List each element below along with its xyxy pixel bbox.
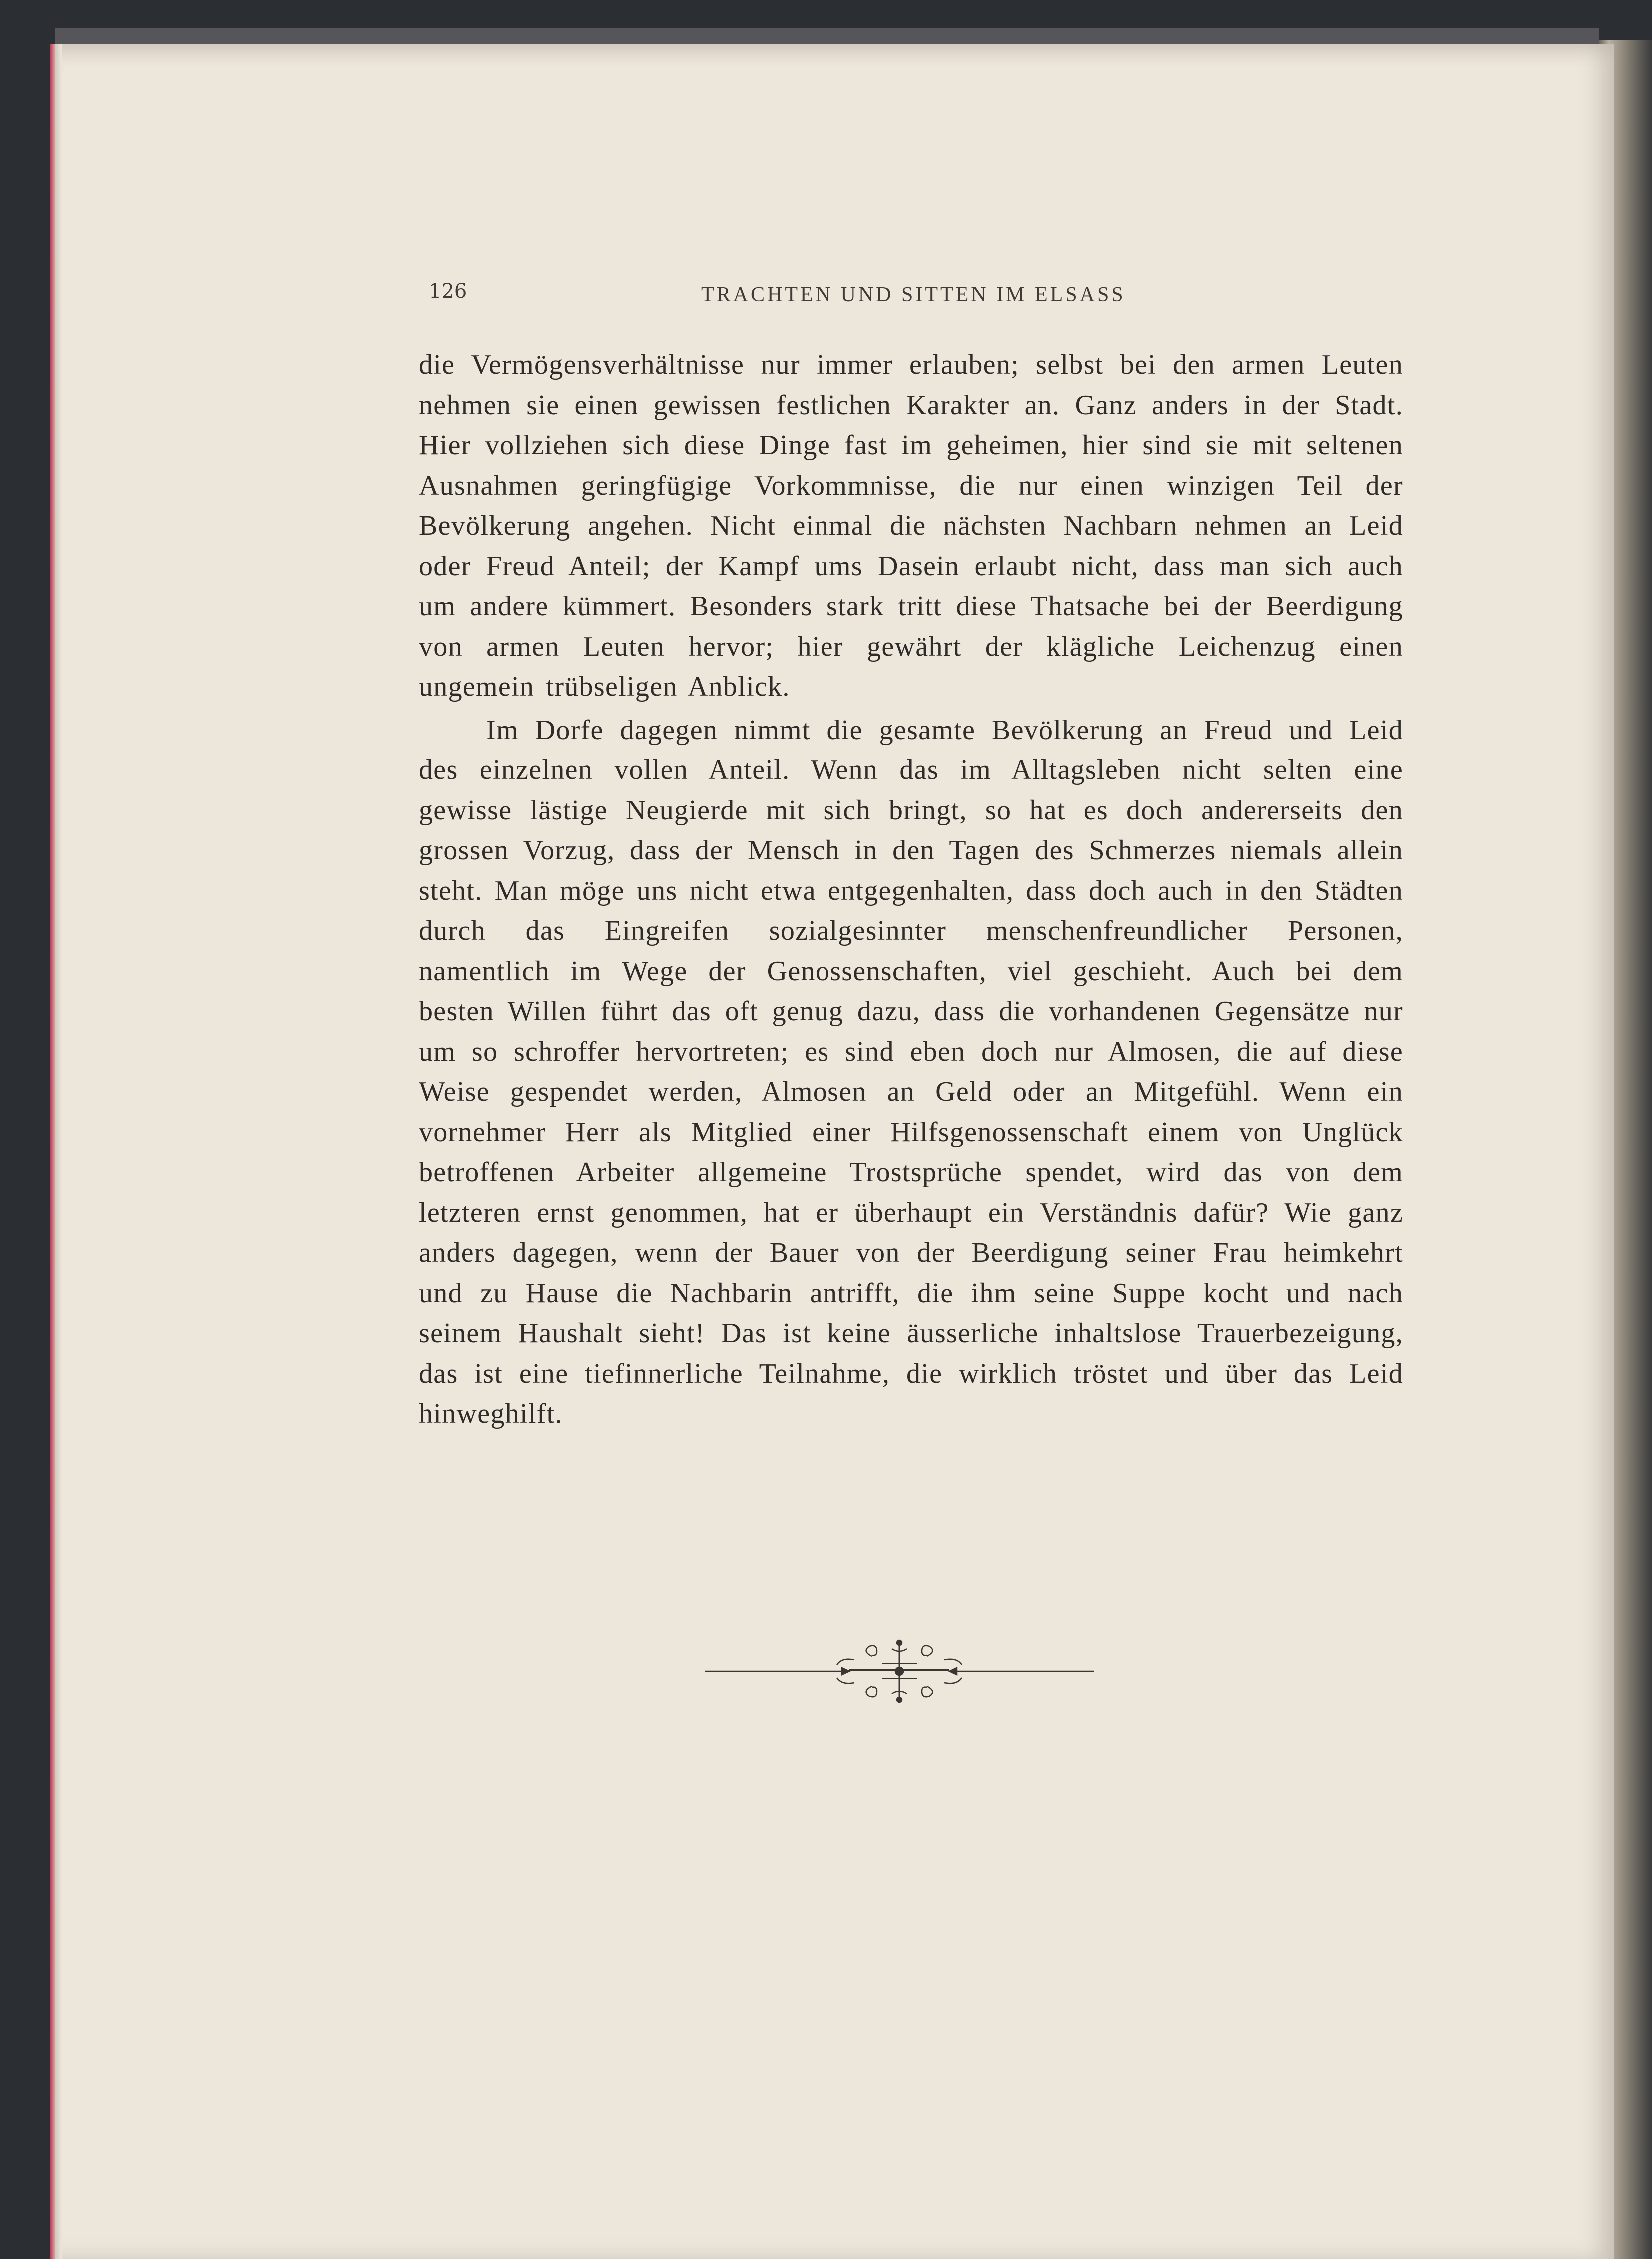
body-text bbox=[419, 345, 1403, 1434]
running-head bbox=[429, 280, 1343, 320]
paragraph: die Vermögensverhältnisse nur immer erlauben; selbst bei den armen Leuten nehmen sie einen gewissen festlichen Karakter an. Ganz anders in der Stadt. Hier vollziehen sich diese Dinge fast im geheimen, hier sind sie mit seltenen Ausnahmen geringfügige Vorkommnisse, die nur einen winzigen Teil der Bevölkerung angehen. Nicht einmal die nächsten Nachbarn nehmen an Leid oder Freud Anteil; der Kampf ums Dasein erlaubt nicht, dass man sich auch um andere kümmert. Besonders stark tritt diese Thatsache bei der Beerdigung von armen Leuten hervor; hier gewährt der klägliche Leichenzug einen ungemein trübseligen Anblick. bbox=[419, 349, 1403, 702]
running-title: TRACHTEN UND SITTEN IM ELSASS bbox=[701, 283, 1126, 306]
scan-top-edge bbox=[55, 28, 1599, 45]
page-left-edge bbox=[55, 44, 62, 2259]
fleuron-ornament-icon bbox=[700, 1634, 1099, 1709]
paragraph: Im Dorfe dagegen nimmt die gesamte Bevölkerung an Freud und Leid des einzelnen vollen Anteil. Wenn das im Alltagsleben nicht selten eine gewisse lästige Neugierde mit sich bringt, so hat es doch andererseits den grossen Vorzug, dass der Mensch in den Tagen des Schmerzes niemals allein steht. Man möge uns nicht etwa entgegenhalten, dass doch auch in den Städten durch das Eingreifen sozialgesinnter menschenfreundlicher Personen, namentlich im Wege der Genossenschaften, viel geschieht. Auch bei dem besten Willen führt das oft genug dazu, dass die vorhandenen Gegensätze nur um so schroffer hervortreten; es sind eben doch nur Almosen, die auf diese Weise gespendet werden, Almosen an Geld oder an Mitgefühl. Wenn ein vornehmer Herr als Mitglied einer Hilfsgenossenschaft einem von Unglück betroffenen Arbeiter allgemeine Trostsprüche spendet, wird das von dem letzteren ernst genommen, hat er überhaupt ein Verständnis dafür? Wie ganz anders dagegen, wenn der Bauer von der Beerdigung seiner Frau heimkehrt und zu Hause die Nachbarin antrifft, die ihm seine Suppe kocht und nach seinem Haushalt sieht! Das ist keine äusserliche inhaltslose Trauerbezeigung, das ist eine tiefinnerliche Teilnahme, die wirklich tröstet und über das Leid hinweghilft. bbox=[419, 714, 1403, 1429]
page-red-edge bbox=[50, 44, 55, 2259]
page-number: 126 bbox=[429, 280, 467, 303]
